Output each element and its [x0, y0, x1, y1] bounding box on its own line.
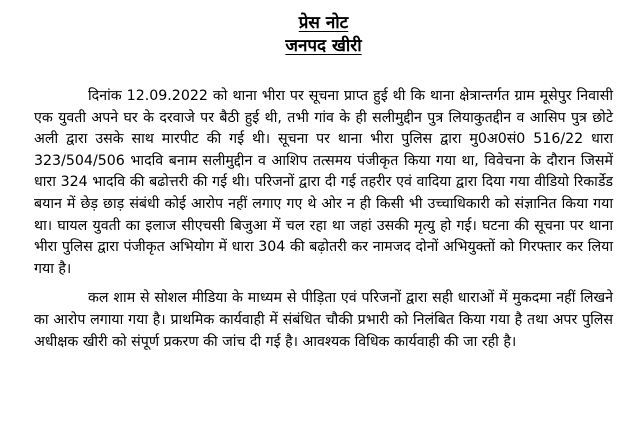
document-subtitle-district: जनपद खीरी — [285, 36, 362, 56]
paragraph-action: कल शाम से सोशल मीडिया के माध्यम से पीड़िता एवं परिजनों द्वारा सही धाराओं में मुकदमा नहीं लिखने का आरोप लगाया गया है। प्राथमिक कार्यवाही में संबंधित चौकी प्रभारी को निलंबित किया गया है तथा अपर पुलिस अधीक्षक खीरी को संपूर्ण प्रकरण की जांच दी गई है। आवश्यक विधिक कार्यवाही की जा रही है। — [34, 290, 613, 350]
document-title: प्रेस नोट — [298, 13, 349, 33]
paragraph-incident: दिनांक 12.09.2022 को थाना भीरा पर सूचना प्राप्त हुई थी कि थाना क्षेत्रान्तर्गत ग्राम मूसेपुर निवासी एक युवती अपने घर के दरवाजे पर बैठी हुई थी, तभी गांव के ही सलीमुद्दीन पुत्र लियाकुतद्दीन व आसिप पुत्र छोटे अली द्वारा उसके साथ मारपीट की गई थी। सूचना पर थाना भीरा पुलिस द्वारा मु0अ0सं0 516/22 धारा 323/504/506 भादवि बनाम सलीमुद्दीन व आशिप तत्समय पंजीकृत किया गया था, विवेचना के दौरान जिसमें धारा 324 भादवि की बढोत्तरी की गई थी। परिजनों द्वारा दी गई तहरीर एवं वादिया द्वारा दिया गया वीडियो रिकार्डेड बयान में छेड़ छाड़ संबंधी कोई आरोप नहीं लगाए गए थे ओर न ही किसी भी उच्चाधिकारी को संज्ञानित किया गया था। घायल युवती का इलाज सीएचसी बिजुआ में चल रहा था जहां उसकी मृत्यु हो गई। घटना की सूचना पर थाना भीरा पुलिस द्वारा पंजीकृत अभियोग में धारा 304 की बढ़ोतरी कर नामजद दोनों अभियुक्तों को गिरफ्तार कर लिया गया है। — [34, 88, 613, 277]
document-body — [34, 86, 613, 353]
